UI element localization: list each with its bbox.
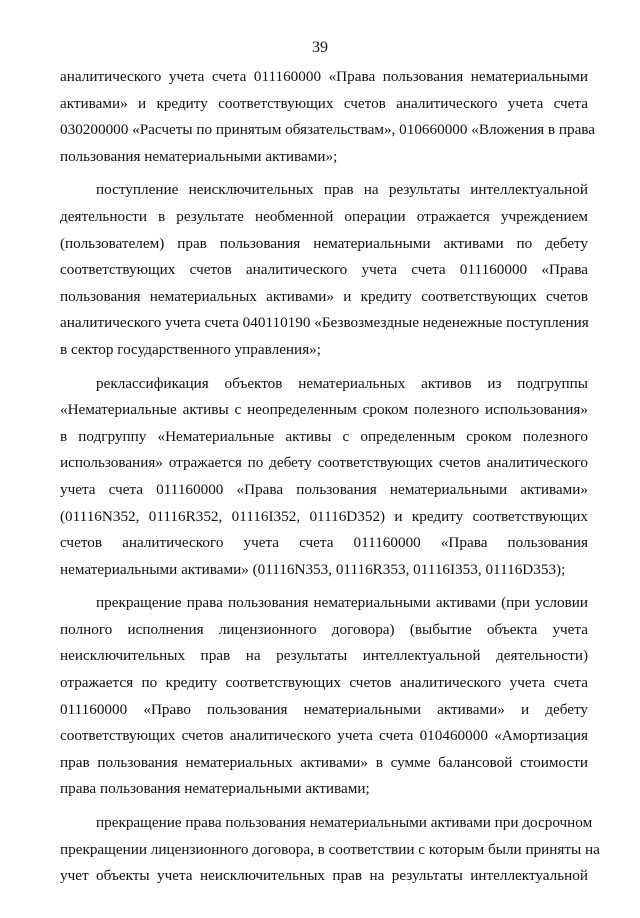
text-line: учет объекты учета неисключительных прав на результаты интеллектуальной [60, 867, 588, 885]
text-line: отражается по кредиту соответствующих счетов аналитического учета счета [60, 674, 588, 692]
text-line: аналитического учета счета 011160000 «Права пользования нематериальными [60, 68, 588, 85]
text-line: 030200000 «Расчеты по принятым обязательствам», 010660000 «Вложения в права [60, 121, 596, 139]
text-line: учета счета 011160000 «Права пользования нематериальными активами» [60, 480, 588, 498]
text-line: прекращение права пользования нематериальными активами (при условии [96, 594, 588, 612]
text-line: пользования нематериальных активами» и кредиту соответствующих счетов [60, 287, 588, 305]
text-line: аналитического учета счета 040110190 «Безвозмездные неденежные поступления [60, 314, 589, 332]
text-line: прав пользования нематериальных активами» в сумме балансовой стоимости [60, 753, 588, 771]
text-line: «Нематериальные активы с неопределенным сроком полезного использования» [60, 401, 588, 419]
paragraph-receipt-of-rights [60, 177, 588, 363]
paragraph-continuation [60, 64, 596, 170]
text-line: соответствующих счетов аналитического учета счета 010460000 «Амортизация [60, 727, 588, 745]
text-line: счетов аналитического учета счета 011160000 «Права пользования [60, 534, 588, 552]
page-number: 39 [312, 39, 328, 56]
paragraph-termination-full [60, 590, 588, 803]
text-line: прекращении лицензионного договора, в соответствии с которым были приняты на [60, 840, 600, 858]
text-line: поступление неисключительных прав на результаты интеллектуальной [96, 181, 588, 199]
text-line: в сектор государственного управления»; [60, 340, 321, 358]
text-line: в подгруппу «Нематериальные активы с определенным сроком полезного [60, 427, 588, 445]
text-line: права пользования нематериальными активами; [60, 780, 370, 798]
text-line: использования» отражается по дебету соответствующих счетов аналитического [60, 454, 588, 472]
text-line: (01116N352, 01116R352, 01116I352, 01116D352) и кредиту соответствующих [60, 507, 588, 525]
text-line: (пользователем) прав пользования нематериальными активами по дебету [60, 234, 588, 252]
text-line: прекращение права пользования нематериальными активами при досрочном [96, 814, 593, 832]
text-line: 011160000 «Право пользования нематериальными активами» и дебету [60, 700, 588, 718]
text-line: нематериальными активами» (01116N353, 01116R353, 01116I353, 01116D353); [60, 560, 566, 578]
text-line: неисключительных прав на результаты интеллектуальной деятельности) [60, 647, 588, 665]
text-line: деятельности в результате необменной операции отражается учреждением [60, 207, 588, 225]
paragraph-termination-early [60, 810, 600, 890]
text-line: реклассификация объектов нематериальных активов из подгруппы [96, 374, 588, 392]
text-line: пользования нематериальными активами»; [60, 147, 338, 165]
text-line: активами» и кредиту соответствующих счетов аналитического учета счета [60, 94, 588, 112]
document-body [60, 64, 600, 890]
paragraph-reclassification [60, 371, 588, 584]
text-line: полного исполнения лицензионного договора) (выбытие объекта учета [60, 620, 588, 638]
text-line: соответствующих счетов аналитического учета счета 011160000 «Права [60, 261, 588, 279]
